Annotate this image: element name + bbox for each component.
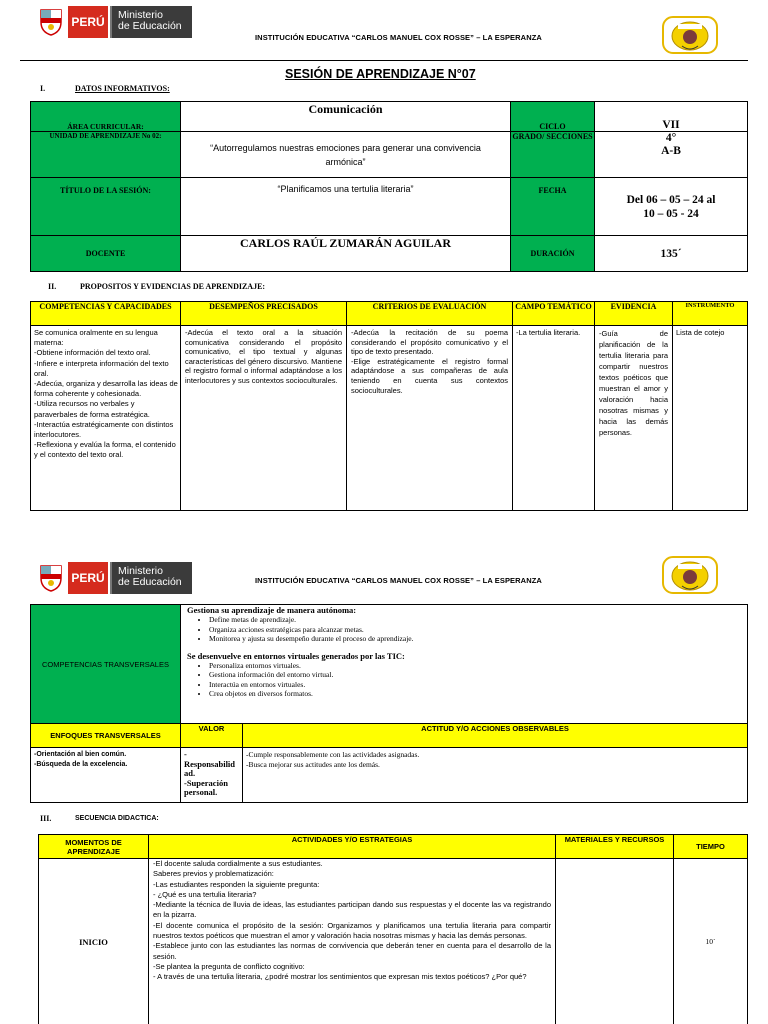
header-divider: [20, 60, 748, 61]
actitud-item: -Busca mejorar sus actitudes ante los demás.: [246, 759, 380, 769]
section-3-title: SECUENCIA DIDACTICA:: [75, 815, 159, 822]
valor-line: ad.: [184, 768, 196, 779]
peru-shield-icon: [38, 8, 64, 36]
header-actividades: ACTIVIDADES Y/O ESTRATEGIAS: [149, 835, 556, 859]
desempenos-cell: -Adecúa el texto oral a la situación comunicativa considerando el propósito comunicativo, el tipo textual y algunas características del género discursivo. Mantiene el registro formal o informal adaptándose a los interlocutores y sus contextos socioculturales.: [181, 326, 347, 511]
list-item: • Personaliza entornos virtuales.: [209, 661, 741, 671]
actividad-line: -Mediante la técnica de lluvia de ideas, las estudiantes participan dando sus respuestas y el docente las va registrando en la pizarra.: [153, 900, 551, 920]
criterios-cell: [347, 326, 513, 511]
ministerio-label: [110, 562, 192, 594]
grado-value: [595, 132, 748, 178]
peru-label: PERÚ: [68, 562, 108, 594]
materiales-cell: [556, 859, 674, 1024]
actividad-line: -El docente saluda cordialmente a sus estudiantes.: [153, 859, 323, 868]
grado-value-2: A-B: [661, 145, 681, 157]
enfoque-item: -Orientación al bien común.: [34, 751, 127, 758]
institution-name: INSTITUCIÓN EDUCATIVA “CARLOS MANUEL COX ROSSE” – LA ESPERANZA: [255, 576, 542, 585]
section-3-number: III.: [40, 814, 52, 823]
docente-label: DOCENTE: [31, 236, 181, 272]
section-1-number: I.: [40, 84, 46, 93]
header-competencias: COMPETENCIAS Y CAPACIDADES: [31, 302, 181, 326]
comp2-title: Se desenvuelve en entornos virtuales generados por las TIC:: [187, 650, 405, 661]
peru-label: PERÚ: [68, 6, 108, 38]
unidad-value: “Autorregulamos nuestras emociones para generar una convivencia armónica”: [181, 132, 511, 178]
list-item: • Define metas de aprendizaje.: [209, 615, 741, 625]
area-label: ÁREA CURRICULAR:: [31, 102, 181, 132]
actividad-line: - A través de una tertulia literaria, ¿podré mostrar los sentimientos que expresan mis textos poéticos? ¿Por qué?: [153, 972, 527, 982]
header-tiempo: TIEMPO: [674, 835, 748, 859]
tiempo-inicio: 10´: [674, 859, 748, 1024]
competencia-line: -Obtiene información del texto oral.: [34, 348, 151, 358]
actividad-line: -Las estudiantes responden la siguiente pregunta:: [153, 879, 320, 889]
ciclo-value: VII: [595, 102, 748, 132]
section-2-number: II.: [48, 282, 57, 291]
instrumento-cell: Lista de cotejo: [673, 326, 748, 511]
school-badge-icon: [662, 16, 718, 54]
list-item: • Interactúa en entornos virtuales.: [209, 680, 741, 690]
peru-shield-icon: [38, 564, 64, 592]
ministerio-label: [110, 6, 192, 38]
competencia-line: -Interactúa estratégicamente con distintos interlocutores.: [34, 419, 174, 440]
ministerio-line-1: Ministerio: [118, 9, 163, 21]
list-item: • Gestiona información del entorno virtual.: [209, 670, 741, 680]
session-title: SESIÓN DE APRENDIZAJE N°07: [285, 67, 476, 81]
institution-name: INSTITUCIÓN EDUCATIVA “CARLOS MANUEL COX ROSSE” – LA ESPERANZA: [255, 33, 542, 42]
actividad-line: Saberes previos y problematización:: [153, 869, 274, 879]
list-item: • Crea objetos en diversos formatos.: [209, 689, 741, 699]
header-desempenos: DESEMPEÑOS PRECISADOS: [181, 302, 347, 326]
list-item: • Monitorea y ajusta su desempeño durante el proceso de aprendizaje.: [209, 634, 741, 644]
header-evidencia: EVIDENCIA: [595, 302, 673, 326]
header-criterios: CRITERIOS DE EVALUACIÓN: [347, 302, 513, 326]
unidad-label: UNIDAD DE APRENDIZAJE No 02:: [31, 132, 181, 178]
secuencia-table: [38, 834, 748, 1024]
section-1-title: DATOS INFORMATIVOS:: [75, 84, 170, 93]
fecha-label: FECHA: [511, 178, 595, 236]
valores-cell: [181, 748, 243, 803]
docente-value: CARLOS RAÚL ZUMARÁN AGUILAR: [181, 236, 511, 272]
valor-line: Responsabilid: [184, 758, 236, 769]
competencia-line: Se comunica oralmente en su lengua materna:: [34, 328, 158, 348]
valor-line: -: [184, 749, 187, 759]
momento-inicio: INICIO: [39, 859, 149, 1024]
grado-value-1: 4°: [665, 132, 677, 144]
valor-line: personal.: [184, 787, 218, 798]
criterio-1: -Adecúa la recitación de su poema considerando el propósito comunicativo y el tipo de texto presentado.: [351, 328, 508, 357]
header-instrumento: INSTRUMENTO: [673, 302, 748, 326]
ministerio-line-2: de Educación: [118, 576, 182, 588]
enfoques-cell: [31, 748, 181, 803]
valor-line: -Superación: [184, 777, 228, 788]
ministerio-line-1: Ministerio: [118, 565, 163, 577]
actividad-line: -Se plantea la pregunta de conflicto cognitivo:: [153, 961, 305, 971]
actividades-cell: [149, 859, 556, 1024]
fecha-value-2: 10 – 05 - 24: [643, 207, 699, 220]
valor-header: VALOR: [181, 724, 243, 748]
competencias-cell: [31, 326, 181, 511]
datos-informativos-table: [30, 101, 748, 272]
competencia-line: -Adecúa, organiza y desarrolla las ideas de forma coherente y cohesionada.: [34, 379, 178, 399]
actividad-line: - ¿Qué es una tertulia literaria?: [153, 889, 257, 899]
evidencia-cell: -Guía de planificación de la tertulia literaria para compartir nuestros textos poéticos que muestran el amor y valoración hacia nosotras mismas y hacia las demás personas.: [595, 326, 673, 511]
header-campo: CAMPO TEMÁTICO: [513, 302, 595, 326]
competencia-line: -Infiere e interpreta información del texto oral.: [34, 358, 169, 378]
actitudes-cell: [243, 748, 748, 803]
area-value: Comunicación: [181, 102, 511, 132]
transversales-table: [30, 604, 748, 803]
fecha-value-1: Del 06 – 05 – 24 al: [626, 193, 716, 206]
actitud-item: -Cumple responsablemente con las actividades asignadas.: [246, 750, 420, 759]
duracion-label: DURACIÓN: [511, 236, 595, 272]
list-item: • Organiza acciones estratégicas para alcanzar metas.: [209, 625, 741, 635]
header-materiales: MATERIALES Y RECURSOS: [556, 835, 674, 859]
ministerio-line-2: de Educación: [118, 20, 182, 32]
criterio-2: -Elige estratégicamente el registro formal adaptándose a sus compañeras de aula teniendo en cuenta sus contextos socioculturales.: [351, 356, 508, 395]
competencia-line: -Utiliza recursos no verbales y paraverbales de forma estratégica.: [34, 399, 150, 419]
competencias-transversales-label: COMPETENCIAS TRANSVERSALES: [31, 605, 181, 724]
actividad-line: -Establece junto con las estudiantes las normas de convivencia que deberán tener en cuenta para el desarrollo de la sesión.: [153, 941, 551, 961]
actividad-line: -El docente comunica el propósito de la sesión: Organizamos y planificamos una tertulia literaria para compartir nuestros textos poéticos que muestran el amor y valoración hacia nosotras mismas y hacia las demás personas.: [153, 920, 551, 941]
fecha-value: [595, 178, 748, 236]
ciclo-label: CICLO: [511, 102, 595, 132]
actitud-header: ACTITUD Y/O ACCIONES OBSERVABLES: [243, 724, 748, 748]
page-header: [0, 0, 768, 56]
header-momentos: MOMENTOS DE APRENDIZAJE: [39, 835, 149, 859]
ministerio-logo: [38, 6, 198, 38]
comp1-title: Gestiona su aprendizaje de manera autónoma:: [187, 605, 357, 615]
grado-label: GRADO/ SECCIONES: [511, 132, 595, 178]
duracion-value: 135´: [595, 236, 748, 272]
titulo-label: TÍTULO DE LA SESIÓN:: [31, 178, 181, 236]
section-2-title: PROPOSITOS Y EVIDENCIAS DE APRENDIZAJE:: [80, 282, 266, 291]
competencia-line: -Reflexiona y evalúa la forma, el contenido y el contexto del texto oral.: [34, 440, 176, 460]
competencias-transversales-cell: [181, 605, 748, 724]
ministerio-logo: [38, 562, 198, 594]
comp1-list: [187, 615, 741, 644]
enfoque-item: -Búsqueda de la excelencia.: [34, 761, 128, 768]
campo-cell: -La tertulia literaria.: [513, 326, 595, 511]
enfoques-header: ENFOQUES TRANSVERSALES: [31, 724, 181, 748]
school-badge-icon: [662, 556, 718, 594]
titulo-value: “Planificamos una tertulia literaria”: [181, 178, 511, 236]
comp2-list: [187, 661, 741, 699]
propositos-table: [30, 301, 748, 511]
